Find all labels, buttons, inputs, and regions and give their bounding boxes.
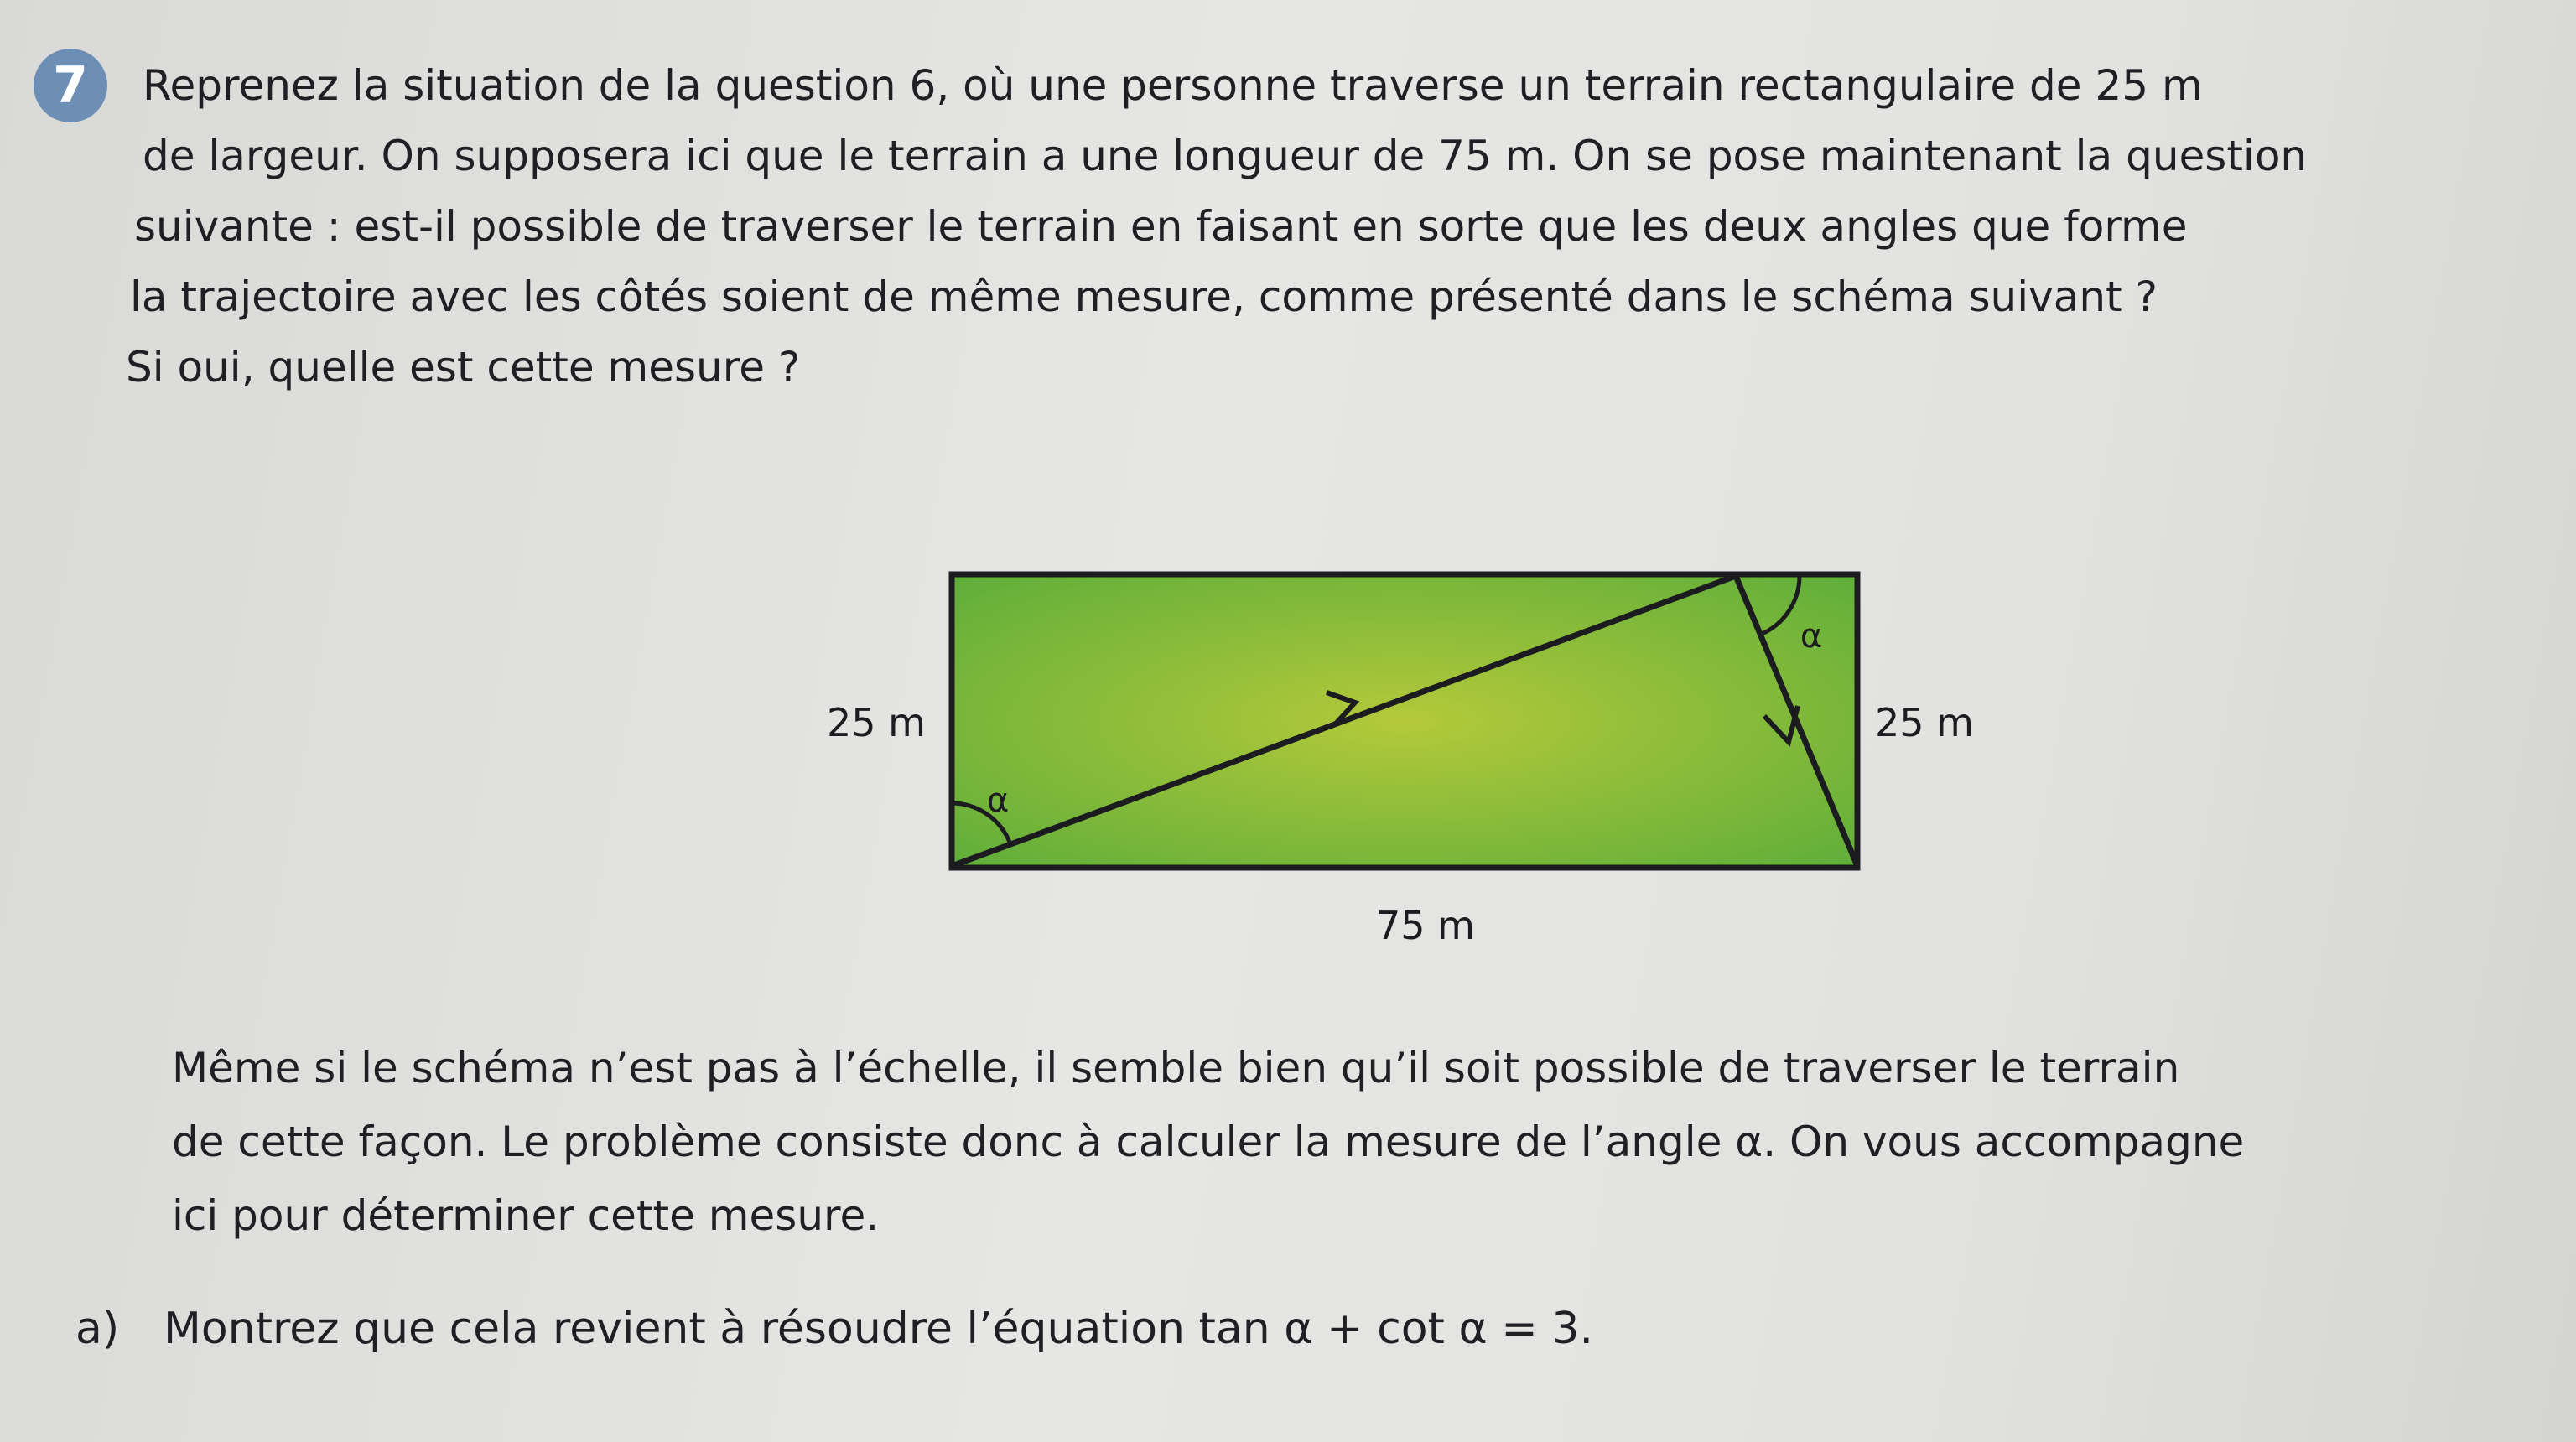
part-a-text: Montrez que cela revient à résoudre l’équation tan α + cot α = 3. [164, 1304, 1593, 1354]
question-line: Si oui, quelle est cette mesure ? [126, 343, 801, 392]
question-part-a [75, 1295, 1593, 1362]
question-line: la trajectoire avec les côtés soient de même mesure, comme présenté dans le schéma suivant ? [130, 272, 2158, 321]
right-side-label: 25 m [1875, 700, 1974, 745]
left-side-label: 25 m [827, 700, 926, 745]
question-line: Reprenez la situation de la question 6, où une personne traverse un terrain rectangulaire de 25 m [143, 61, 2203, 110]
angle-label-left: α [986, 781, 1010, 820]
angle-label-right: α [1800, 617, 1823, 656]
bottom-side-label: 75 m [1376, 903, 1475, 948]
field-rectangle [952, 574, 1857, 868]
explanation-line: Même si le schéma n’est pas à l’échelle, il semble bien qu’il soit possible de traverser le terrain [172, 1044, 2180, 1092]
field-diagram [788, 537, 1979, 956]
explanation-line: de cette façon. Le problème consiste donc à calculer la mesure de l’angle α. On vous accompagne [172, 1118, 2245, 1166]
exercise-number-badge: 7 [34, 49, 107, 122]
question-line: de largeur. On supposera ici que le terrain a une longueur de 75 m. On se pose maintenant la question [143, 132, 2308, 180]
question-text [126, 50, 2558, 402]
explanation-paragraph [172, 1031, 2562, 1253]
part-a-label: a) [75, 1304, 120, 1354]
question-line: suivante : est-il possible de traverser le terrain en faisant en sorte que les deux angles que forme [134, 202, 2188, 251]
explanation-line: ici pour déterminer cette mesure. [172, 1191, 880, 1240]
